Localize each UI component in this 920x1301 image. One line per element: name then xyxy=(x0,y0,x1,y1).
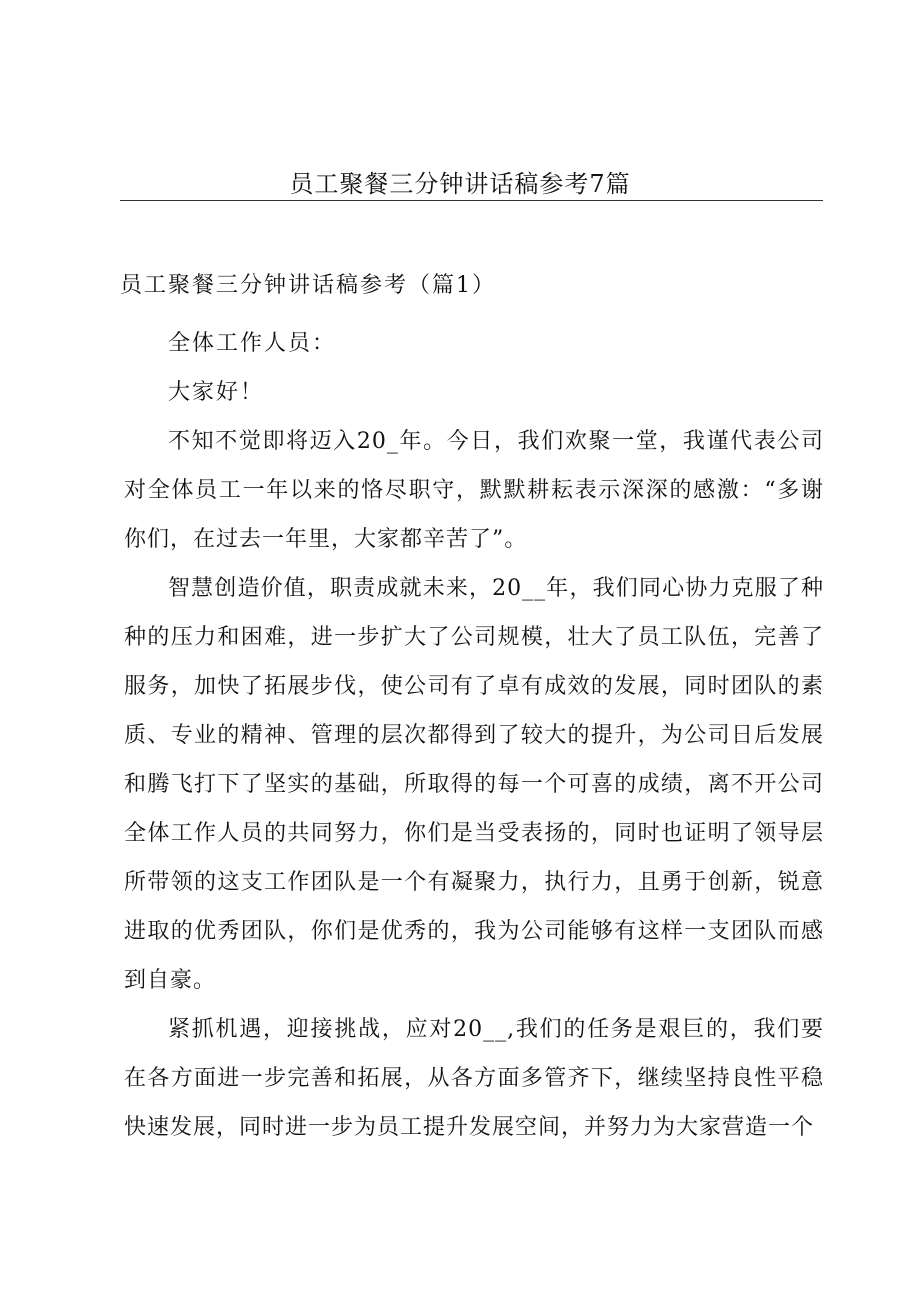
document-title: 员工聚餐三分钟讲话稿参考7篇 xyxy=(289,170,631,198)
greeting-paragraph: 大家好！ xyxy=(168,380,265,405)
body-text xyxy=(124,319,824,1152)
body-paragraph: 智慧创造价值，职责成就未来，20__年，我们同心协力克服了种种的压力和困难，进一步扩大了公司规模，壮大了员工队伍，完善了服务，加快了拓展步伐，使公司有了卓有成效的发展，同时团队的素质、专业的精神、管理的层次都得到了较大的提升，为公司日后发展和腾飞打下了坚实的基础，所取得的每一个可喜的成绩，离不开公司全体工作人员的共同努力，你们是当受表扬的，同时也证明了领导层所带领的这支工作团队是一个有凝聚力，执行力，且勇于创新，锐意进取的优秀团队，你们是优秀的，我为公司能够有这样一支团队而感到自豪。 xyxy=(124,576,824,993)
section-heading: 员工聚餐三分钟讲话稿参考（篇1） xyxy=(120,273,496,298)
title-underline xyxy=(120,200,823,201)
body-paragraph: 不知不觉即将迈入20_年。今日，我们欢聚一堂，我谨代表公司对全体员工一年以来的恪尽职守，默默耕耘表示深深的感激：“多谢你们，在过去一年里，大家都辛苦了”。 xyxy=(124,429,824,552)
body-paragraph: 紧抓机遇，迎接挑战，应对20__,我们的任务是艰巨的，我们要在各方面进一步完善和拓展，从各方面多管齐下，继续坚持良性平稳快速发展，同时进一步为员工提升发展空间，并努力为大家营造一个 xyxy=(124,1017,824,1140)
salutation-paragraph: 全体工作人员： xyxy=(168,331,337,356)
